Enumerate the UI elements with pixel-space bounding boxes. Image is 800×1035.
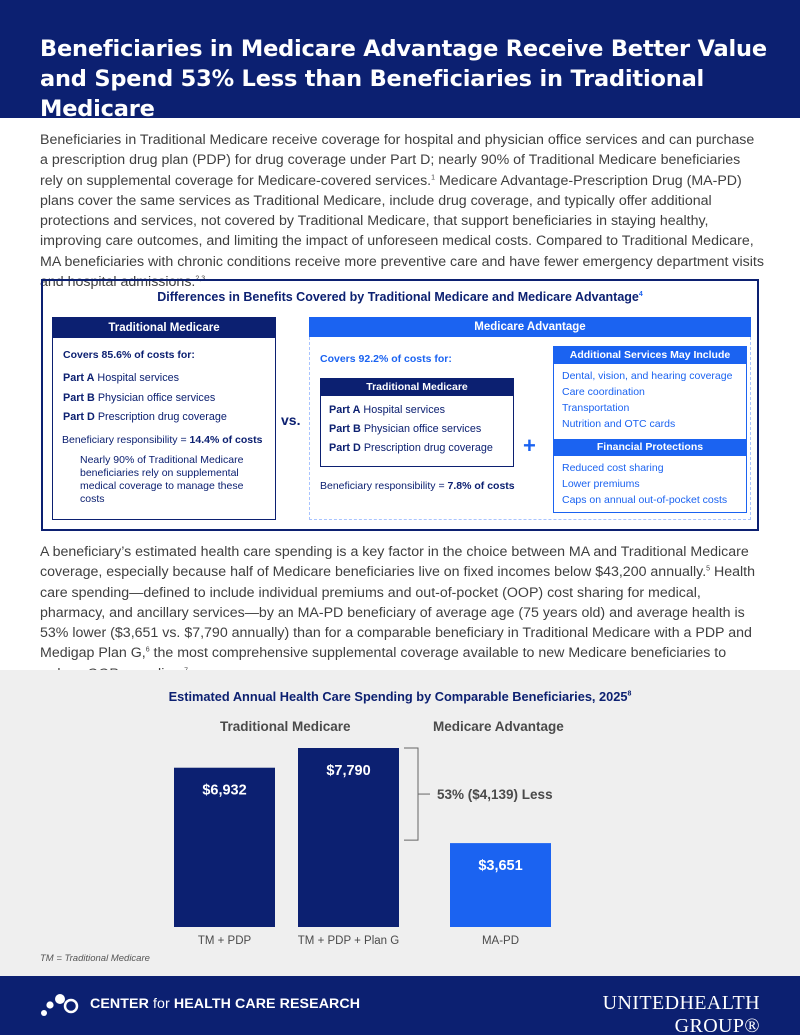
protections-header: Financial Protections	[554, 439, 746, 456]
ma-part-d-code: Part D	[329, 442, 361, 454]
ma-additional-services-box	[553, 346, 747, 513]
ma-inner-header: Traditional Medicare	[321, 379, 513, 396]
ma-part-a	[329, 404, 445, 416]
group-label-advantage: Medicare Advantage	[433, 719, 564, 734]
tm-resp-label: Beneficiary responsibility =	[62, 434, 190, 446]
para2-text-b: Health care spending—defined to include individual premiums and out-of-pocket (OOP) cost sharing for medical, pharmacy, and ancillary services—by an MA-PD beneficiary of average age (75 years old) and average health is 53% lower ($3,651 vs. $7,790 annually) than for a comparable beneficiary in Traditional Medicare with a PDP and Medigap Plan G,	[40, 564, 756, 662]
center-name-part3: HEALTH CARE RESEARCH	[173, 996, 361, 1012]
bar-value-label: $3,651	[478, 858, 523, 875]
tm-part-a	[63, 372, 179, 384]
category-label: TM + PDP + Plan G	[297, 935, 400, 947]
chart-footnote: TM = Traditional Medicare	[40, 953, 150, 964]
tm-part-b	[63, 392, 215, 404]
chart-title-text: Estimated Annual Health Care Spending by Comparable Beneficiaries, 2025	[168, 689, 628, 704]
benefits-title-ref: 4	[638, 290, 643, 298]
difference-annotation: 53% ($4,139) Less	[437, 787, 553, 803]
tm-part-d-desc: Prescription drug coverage	[97, 411, 227, 423]
protection-item: Lower premiums	[562, 478, 640, 490]
bar-ma-pd	[450, 843, 551, 927]
group-label-traditional: Traditional Medicare	[220, 719, 351, 734]
center-name-part1: CENTER	[90, 996, 149, 1012]
tm-part-b-desc: Physician office services	[97, 392, 216, 404]
tm-part-b-code: Part B	[63, 392, 95, 404]
intro-text-b: Medicare Advantage-Prescription Drug (MA-PD) plans cover the same services as Traditional Medicare, include drug coverage, and typically offer additional protections and services, not covered by Traditional Medicare, that support beneficiaries in staying healthy, improving care outcomes, and limiting the impact of unforeseen medical costs. Compared to Traditional Medicare, MA beneficiaries with chronic conditions receive more preventive care and have fewer emergency department visits and hospital admissions.	[40, 172, 764, 291]
plus-icon: +	[523, 433, 536, 458]
ma-part-a-desc: Hospital services	[363, 404, 446, 416]
bar-value-label: $7,790	[326, 763, 371, 779]
medicare-advantage-box	[309, 317, 751, 520]
intro-text-a: Beneficiaries in Traditional Medicare receive coverage for hospital and physician office services and can purchase a prescription drug plan (PDP) for drug coverage under Part D; nearly 90% of Traditional Medicare beneficiaries rely on supplemental coverage for Medicare-covered services.	[40, 132, 755, 189]
category-label: TM + PDP	[197, 935, 252, 947]
ma-box-header: Medicare Advantage	[309, 317, 751, 337]
tm-part-d-code: Part D	[63, 411, 95, 423]
ma-coverage-label: Covers 92.2% of costs for:	[320, 353, 452, 365]
protection-item: Reduced cost sharing	[562, 462, 664, 474]
para2-ref-a: 5	[706, 565, 711, 573]
para2-text-a: A beneficiary’s estimated health care spending is a key factor in the choice between MA and Traditional Medicare coverage, especially because half of Medicare beneficiaries live on fixed incomes below $43,200 annually.	[40, 544, 749, 581]
page-footer	[0, 976, 800, 1035]
ma-part-b	[329, 423, 481, 435]
ma-part-d-desc: Prescription drug coverage	[363, 442, 493, 454]
tm-supplemental-note: Nearly 90% of Traditional Medicare beneficiaries rely on supplemental medical coverage to manage these costs	[80, 454, 244, 505]
ma-inner-traditional-box	[320, 378, 514, 467]
page-title: Beneficiaries in Medicare Advantage Receive Better Value and Spend 53% Less than Beneficiaries in Traditional Medicare	[40, 36, 767, 122]
ma-resp-label: Beneficiary responsibility =	[320, 480, 448, 492]
tm-resp-value: 14.4% of costs	[189, 434, 263, 446]
ma-part-b-code: Part B	[329, 423, 361, 435]
intro-ref-a: 1	[431, 173, 436, 181]
spending-paragraph	[40, 542, 765, 684]
benefits-title	[43, 290, 757, 304]
service-item: Dental, vision, and hearing coverage	[562, 370, 733, 382]
ma-part-d	[329, 442, 493, 454]
intro-paragraph	[40, 130, 765, 292]
tm-responsibility-text	[62, 434, 262, 446]
intro-ref-b: 2,3	[195, 275, 206, 283]
para2-ref-b: 6	[145, 646, 150, 654]
bar-value-label: $6,932	[202, 782, 247, 799]
tm-coverage-label: Covers 85.6% of costs for:	[63, 349, 195, 361]
benefits-title-text: Differences in Benefits Covered by Traditional Medicare and Medicare Advantage	[157, 290, 639, 304]
page-header	[0, 0, 800, 122]
ma-responsibility	[320, 480, 515, 492]
category-label: MA-PD	[481, 935, 520, 947]
center-name	[90, 996, 360, 1012]
spending-bar-chart	[0, 670, 800, 976]
ma-resp-value: 7.8% of costs	[447, 480, 515, 492]
spending-chart-section	[0, 670, 800, 976]
protection-item: Caps on annual out-of-pocket costs	[562, 494, 728, 506]
tm-part-d	[63, 411, 227, 423]
center-logo-icon	[40, 989, 80, 1019]
center-name-part2: for	[148, 996, 174, 1012]
tm-box-header: Traditional Medicare	[53, 318, 275, 338]
services-header: Additional Services May Include	[554, 347, 746, 364]
difference-bracket	[404, 748, 418, 840]
vs-label: vs.	[281, 412, 301, 428]
unitedhealth-group-logo: UNITEDHEALTH GROUP®	[602, 992, 760, 1035]
service-item: Transportation	[562, 402, 630, 414]
tm-part-a-desc: Hospital services	[97, 372, 180, 384]
ma-part-b-desc: Physician office services	[363, 423, 482, 435]
para2-text-c: the most comprehensive supplemental coverage available to new Medicare beneficiaries to	[153, 645, 727, 662]
ma-part-a-code: Part A	[329, 404, 361, 416]
service-item: Nutrition and OTC cards	[562, 418, 676, 430]
chart-title-ref: 8	[627, 690, 632, 698]
service-item: Care coordination	[562, 386, 645, 398]
tm-part-a-code: Part A	[63, 372, 95, 384]
